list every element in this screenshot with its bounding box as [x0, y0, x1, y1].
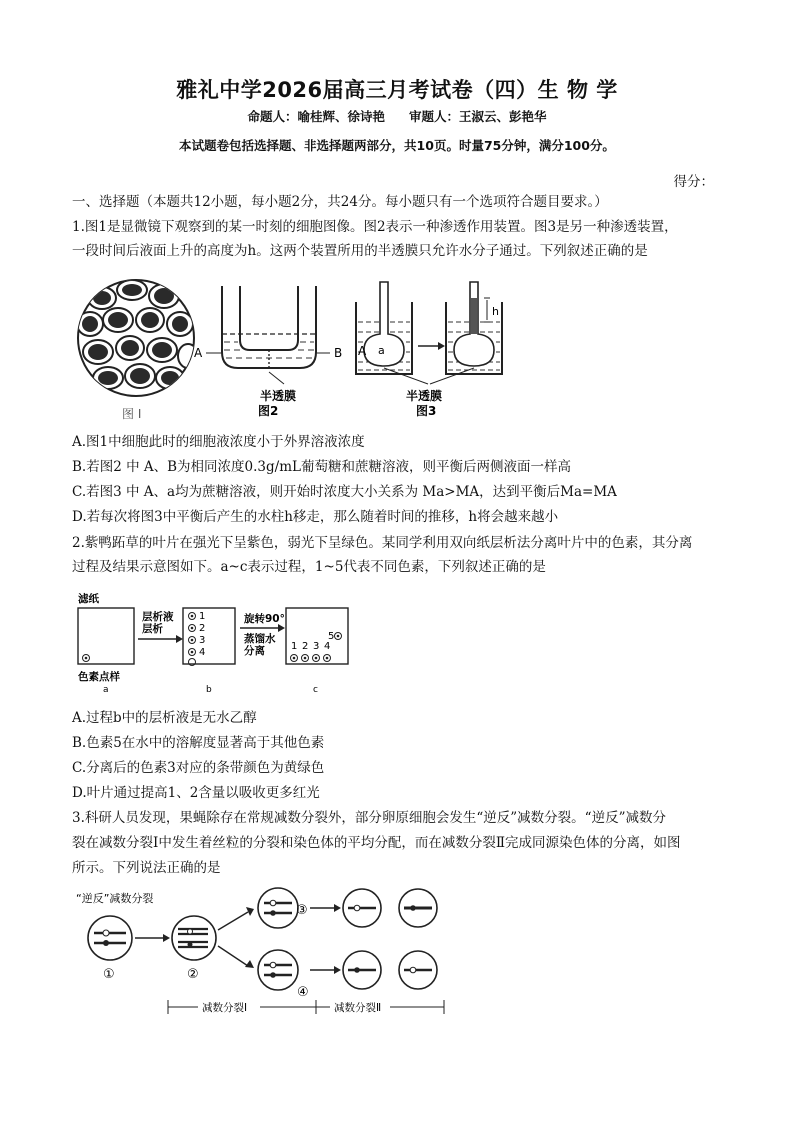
q1-option-A: A.图1中细胞此时的细胞液浓度小于外界溶液浓度 — [72, 434, 365, 450]
figure3-label-a: a — [378, 344, 385, 357]
phase-meiosis-1: 减数分裂Ⅰ — [202, 1002, 248, 1014]
cell-1-label: ① — [103, 967, 115, 982]
spot-c-4: 4 — [324, 641, 331, 652]
reviewers-label: 审题人： — [409, 109, 460, 124]
figure2-label-B: B — [334, 346, 343, 360]
exam-title: 雅礼中学2026届高三月考试卷（四）生 物 学 — [176, 78, 618, 102]
q1-stem-line1: 1.图1是显微镜下观察到的某一时刻的细胞图像。图2表示一种渗透作用装置。图3是另一种渗透装置， — [72, 219, 678, 235]
figure3-label: 图3 — [416, 404, 437, 418]
cell-3-label: ③ — [296, 903, 308, 918]
authors: 喻桂辉、徐诗艳 — [297, 109, 385, 124]
phase-meiosis-2: 减数分裂Ⅱ — [334, 1002, 382, 1014]
arrow2-line3: 分离 — [244, 645, 265, 657]
spot-c-2: 2 — [302, 641, 309, 652]
q1-option-C: C.若图3 中 A、a均为蔗糖溶液，则开始时浓度大小关系为 Ma>MA，达到平衡后Ma=MA — [72, 484, 617, 500]
q3-stem-line2: 裂在减数分裂Ⅰ中发生着丝粒的分裂和染色体的平均分配，而在减数分裂Ⅱ完成同源染色体的分离，如图 — [72, 835, 681, 851]
section-heading: 一、选择题（本题共12小题，每小题2分，共24分。每小题只有一个选项符合题目要求。） — [72, 194, 608, 210]
q2-stem-line1: 2.紫鸭跖草的叶片在强光下呈紫色，弱光下呈绿色。某同学利用双向纸层析法分离叶片中的色素，其分离 — [72, 535, 693, 551]
q2-option-C: C.分离后的色素3对应的条带颜色为黄绿色 — [72, 760, 325, 776]
q1-stem-line2: 一段时间后液面上升的高度为h。这两个装置所用的半透膜只允许水分子通过。下列叙述正确的是 — [72, 243, 648, 259]
q1-figures — [72, 276, 532, 424]
figure3-height-label: h — [492, 305, 499, 318]
spot-b-3: 3 — [199, 635, 206, 646]
q2-stem-line2: 过程及结果示意图如下。a~c表示过程，1~5代表不同色素，下列叙述正确的是 — [72, 559, 546, 575]
q3-stem-line3: 所示。下列说法正确的是 — [72, 860, 221, 876]
spot-b-4: 4 — [199, 647, 206, 658]
figure3-label-A: A — [358, 344, 367, 358]
step-b-label: b — [206, 685, 212, 695]
spot-c-1: 1 — [291, 641, 298, 652]
q1-option-B: B.若图2 中 A、B为相同浓度0.3g/mL葡萄糖和蔗糖溶液，则平衡后两侧液面一样高 — [72, 459, 571, 475]
reviewers: 王淑云、彭艳华 — [459, 109, 547, 124]
figure2-membrane-label: 半透膜 — [260, 389, 297, 403]
figure1-micrograph — [77, 280, 198, 421]
q2-chromatography-figure — [72, 590, 372, 696]
exam-instructions: 本试题卷包括选择题、非选择题两部分，共10页。时量75分钟，满分100分。 — [179, 138, 615, 153]
sample-label: 色素点样 — [78, 671, 120, 683]
step-a-label: a — [103, 685, 109, 695]
q2-option-A: A.过程b中的层析液是无水乙醇 — [72, 710, 257, 726]
q1-option-D: D.若每次将图3中平衡后产生的水柱h移走，那么随着时间的推移，h将会越来越小 — [72, 509, 559, 525]
figure2-u-tube — [194, 286, 342, 418]
spot-c-5: 5 — [328, 631, 335, 642]
arrow1-line2: 层析 — [142, 623, 163, 635]
q2-option-B: B.色素5在水中的溶解度显著高于其他色素 — [72, 735, 325, 751]
spot-c-3: 3 — [313, 641, 320, 652]
filter-paper-label: 滤纸 — [78, 593, 99, 605]
figure1-label: 图 I — [122, 407, 142, 421]
cell-4-label: ④ — [297, 985, 309, 1000]
score-label: 得分： — [673, 174, 714, 190]
figure2-label: 图2 — [258, 404, 279, 418]
q3-stem-line1: 3.科研人员发现，果蝇除存在常规减数分裂外，部分卵原细胞会发生“逆反”减数分裂。“逆反”减数分 — [72, 810, 666, 826]
arrow2-line2: 蒸馏水 — [244, 633, 276, 645]
q2-option-D: D.叶片通过提高1、2含量以吸收更多红光 — [72, 785, 320, 801]
figure2-label-A: A — [194, 346, 203, 360]
cell-2-label: ② — [187, 967, 199, 982]
spot-b-2: 2 — [199, 623, 206, 634]
q3-meiosis-figure — [72, 886, 452, 1022]
step-c-label: c — [313, 685, 318, 695]
figure3-osmometer — [356, 282, 502, 418]
author-line — [0, 107, 794, 125]
authors-label: 命题人： — [247, 109, 298, 124]
figure3-membrane-label: 半透膜 — [406, 389, 443, 403]
spot-b-1: 1 — [199, 611, 206, 622]
arrow1-line1: 层析液 — [142, 611, 174, 623]
arrow2-line1: 旋转90° — [244, 613, 285, 625]
meiosis-caption: “逆反”减数分裂 — [76, 892, 154, 905]
